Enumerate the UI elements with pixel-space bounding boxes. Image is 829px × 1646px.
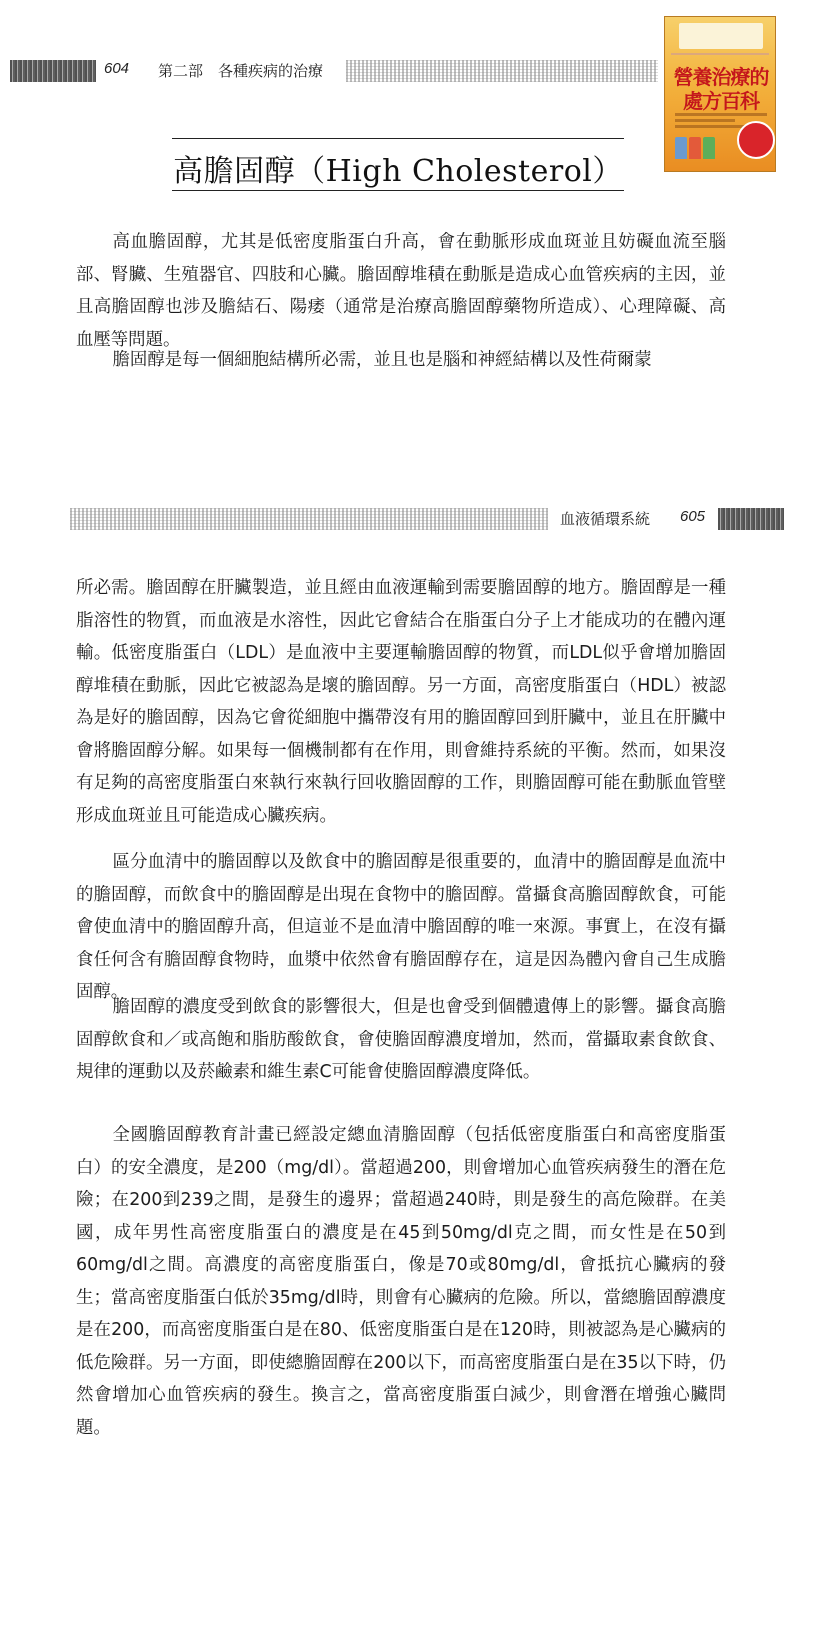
paragraph: 膽固醇的濃度受到飲食的影響很大，但是也會受到個體遺傳上的影響。攝食高膽固醇飲食和／或高飽和脂肪酸飲食，會使膽固醇濃度增加，然而，當攝取素食飲食、規律的運動以及菸鹼素和維生素C可能會使膽固醇濃度降低。	[76, 997, 726, 1082]
scan-noise-header	[346, 60, 658, 82]
page-title: 高膽固醇（High Cholesterol）	[173, 154, 623, 189]
page-number: 604	[104, 60, 130, 77]
scan-noise-header	[70, 508, 548, 530]
paragraph: 區分血清中的膽固醇以及飲食中的膽固醇是很重要的，血清中的膽固醇是血流中的膽固醇，而飲食中的膽固醇是出現在食物中的膽固醇。當攝食高膽固醇飲食，可能會使血清中的膽固醇升高，但這並不是血清中膽固醇的唯一來源。事實上，在沒有攝食任何含有膽固醇食物時，血漿中依然會有膽固醇存在，這是因為體內會自己生成膽固醇。	[76, 852, 726, 1002]
book-cover-image	[664, 16, 776, 172]
cover-badge	[737, 121, 775, 159]
cover-bottles	[675, 137, 725, 161]
paragraph: 高血膽固醇，尤其是低密度脂蛋白升高，會在動脈形成血斑並且妨礙血流至腦部、腎臟、生殖器官、四肢和心臟。膽固醇堆積在動脈是造成心血管疾病的主因，並且高膽固醇也涉及膽結石、陽痿（通常是治療高膽固醇藥物所造成）、心理障礙、高血壓等問題。	[76, 232, 726, 350]
title-rule-top	[172, 138, 624, 139]
scan-noise-left	[10, 60, 96, 82]
page-number: 605	[680, 508, 706, 525]
scan-noise-right	[718, 508, 784, 530]
paragraph: 所必需。膽固醇在肝臟製造，並且經由血液運輸到需要膽固醇的地方。膽固醇是一種脂溶性的物質，而血液是水溶性，因此它會結合在脂蛋白分子上才能成功的在體內運輸。低密度脂蛋白（LDL）是血液中主要運輸膽固醇的物質，而LDL似乎會增加膽固醇堆積在動脈，因此它被認為是壞的膽固醇。另一方面，高密度脂蛋白（HDL）被認為是好的膽固醇，因為它會從細胞中攜帶沒有用的膽固醇回到肝臟中，並且在肝臟中會將膽固醇分解。如果每一個機制都有在作用，則會維持系統的平衡。然而，如果沒有足夠的高密度脂蛋白來執行來執行回收膽固醇的工作，則膽固醇可能在動脈血管壁形成血斑並且可能造成心臟疾病。	[76, 578, 726, 826]
paragraph: 全國膽固醇教育計畫已經設定總血清膽固醇（包括低密度脂蛋白和高密度脂蛋白）的安全濃度，是200（mg/dl）。當超過200，則會增加心血管疾病發生的潛在危險；在200到239之間，是發生的邊界；當超過240時，則是發生的高危險群。在美國，成年男性高密度脂蛋白的濃度是在45到50mg/dl克之間，而女性是在50到60mg/dl之間。高濃度的高密度脂蛋白，像是70或80mg/dl，會抵抗心臟病的發生；當高密度脂蛋白低於35mg/dl時，則會有心臟病的危險。所以，當總膽固醇濃度是在200，而高密度脂蛋白是在80、低密度脂蛋白是在120時，則被認為是心臟病的低危險群。另一方面，即使總膽固醇在200以下，而高密度脂蛋白是在35以下時，仍然會增加心血管疾病的發生。換言之，當高密度脂蛋白減少，則會潛在增強心臟問題。	[76, 1125, 726, 1438]
paragraph: 膽固醇是每一個細胞結構所必需，並且也是腦和神經結構以及性荷爾蒙	[112, 350, 652, 370]
running-head: 第二部 各種疾病的治療	[158, 62, 324, 80]
book-cover-title-1: 營養治療的	[673, 65, 769, 89]
running-head: 血液循環系統	[560, 510, 651, 528]
title-rule-bottom	[172, 190, 624, 191]
book-cover-title-2: 處方百科	[683, 89, 759, 113]
